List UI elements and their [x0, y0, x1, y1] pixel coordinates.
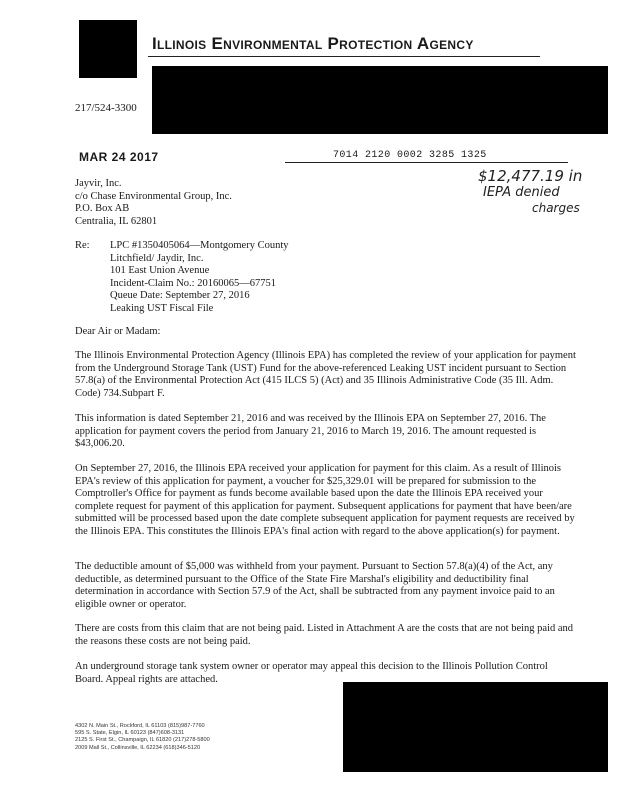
paragraph-unpaid-costs: There are costs from this claim that are not being paid. Listed in Attachment A are the costs that are not being paid and the reasons these costs are not being paid.: [75, 623, 574, 647]
paragraph-deductible: The deductible amount of $5,000 was withheld from your payment. Pursuant to Section 57.8(a)(4) of the Act, any deductible, as determined pursuant to the Office of the State Fire Marshal's eligibility and deductibility final determination in accordance with Section 57.9 of the Act, shall be subtracted from any payment invoice paid to an eligible owner or operator.: [75, 561, 555, 610]
tracking-rule: [285, 162, 568, 163]
footer-address-line: 2125 S. First St., Champaign, IL 61820 (217)278-5800: [75, 737, 210, 744]
paragraph-voucher: On September 27, 2016, the Illinois EPA received your application for payment for this claim. As a result of Illinois EPA's review of this application for payment, a voucher for $25,329.01 will be prepared for submission to the Comptroller's Office for payment as funds become available based upon the date the Illinois EPA received your complete request for payment of this application for payment. Subsequent applications for payment that have been/are submitted will be processed based upon the date complete subsequent application for payment requests are received by the Illinois EPA. This constitutes the Illinois EPA's final action with regard to the above application(s) for payment.: [75, 463, 575, 537]
footer-address-line: 4302 N. Main St., Rockford, IL 61103 (815)987-7760: [75, 723, 205, 729]
agency-title: Illinois Environmental Protection Agency: [152, 34, 474, 53]
handwritten-denied: IEPA denied: [483, 185, 560, 200]
redacted-footer: [343, 682, 608, 772]
salutation: Dear Air or Madam:: [75, 326, 161, 337]
date-stamp: MAR 24 2017: [79, 150, 159, 164]
redacted-logo: [79, 20, 137, 78]
phone-number: 217/524-3300: [75, 102, 137, 114]
paragraph-appeal: An underground storage tank system owner or operator may appeal this decision to the Illinois Pollution Control Board. Appeal rights are attached.: [75, 661, 548, 685]
redacted-header-info: [152, 66, 608, 134]
re-line: Litchfield/ Jaydir, Inc.: [110, 252, 204, 264]
header-rule: [148, 56, 540, 57]
tracking-number: 7014 2120 0002 3285 1325: [333, 150, 487, 161]
address-line: P.O. Box AB: [75, 203, 130, 214]
address-line: Centralia, IL 62801: [75, 215, 158, 227]
paragraph-review: The Illinois Environmental Protection Agency (Illinois EPA) has completed the review of your application for payment from the Underground Storage Tank (UST) Fund for the above-referenced Leaking UST incident pursuant to Section 57.8(a) of the Environmental Protection Act (415 ILCS 5) (Act) and 35 Illinois Administrative Code (35 Ill. Adm. Code) 734.Subpart F.: [75, 350, 576, 399]
handwritten-charges: charges: [532, 201, 580, 215]
recipient-address: [75, 178, 232, 228]
footer-address-line: 2009 Mall St., Collinsville, IL 62234 (618)346-5120: [75, 744, 201, 751]
address-line: Jayvir, Inc.: [75, 178, 122, 189]
address-line: c/o Chase Environmental Group, Inc.: [75, 190, 232, 202]
re-line: Leaking UST Fiscal File: [110, 302, 214, 314]
re-line: Queue Date: September 27, 2016: [110, 290, 250, 301]
handwritten-amount: $12,477.19 in: [478, 167, 583, 185]
re-line: LPC #1350405064—Montgomery County: [110, 240, 289, 251]
re-line: Incident-Claim No.: 20160065—67751: [110, 277, 276, 289]
re-line: 101 East Union Avenue: [110, 265, 210, 276]
re-block: [110, 240, 289, 315]
paragraph-dates: This information is dated September 21, 2016 and was received by the Illinois EPA on September 27, 2016. The application for payment covers the period from January 21, 2016 to March 19, 2016. The amount requested is $43,006.20.: [75, 413, 546, 450]
re-label: Re:: [75, 240, 90, 251]
footer-addresses: [75, 723, 210, 752]
footer-address-line: 595 S. State, Elgin, IL 60123 (847)608-3131: [75, 730, 185, 737]
